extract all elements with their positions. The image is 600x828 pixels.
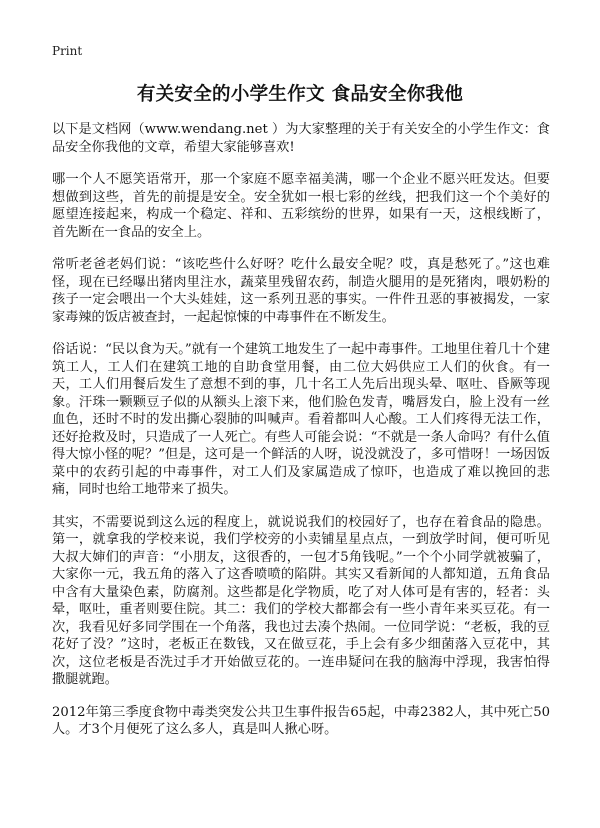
paragraph-school-hazards: 其实，不需要说到这么远的程度上，就说说我们的校园好了，也存在着食品的隐患。第一，就拿我的学校来说，我们学校旁的小卖铺星星点点，一到放学时间，便可听见大叔大婶们的声音：“小朋友，这很香的，一包才5角钱呢。”一个个小同学就被骗了，大家你一元，我五角的落入了这香喷喷的陷阱。其实又看新闻的人都知道，五角食品中含有大量染色素，防腐剂。这些都是化学物质，吃了对人体可是有害的，轻者：头晕，呕吐，重者则要住院。其二：我们的学校大都都会有一些小青年来买豆花。有一次，我看见好多同学围在一个角落，我也过去凑个热闹。一位同学说：“老板，我的豆花好了没？”这时，老板正在数钱，又在做豆花，手上会有多少细菌落入豆花中，其次，这位老板是否洗过手才开始做豆花的。一连串疑问在我的脑海中浮现，我害怕得撒腿就跑。 [52,514,550,687]
intro-paragraph: 以下是文档网（www.wendang.net ）为大家整理的关于有关安全的小学生作文：食品安全你我他的文章，希望大家能够喜欢! [52,122,550,155]
page-title: 有关安全的小学生作文 食品安全你我他 [136,84,464,105]
print-link[interactable]: Print [52,44,83,58]
paragraph-statistics: 2012年第三季度食物中毒类突发公共卫生事件报告65起，中毒2382人，其中死亡50人。才3个月便死了这么多人，真是叫人揪心呀。 [52,704,550,737]
paragraph-construction-poisoning: 俗话说：“民以食为天。”就有一个建筑工地发生了一起中毒事件。工地里住着几十个建筑工人，工人们在建筑工地的自助食堂用餐，由二位大妈供应工人们的伙食。有一天，工人们用餐后发生了意想不到的事，几十名工人先后出现头晕、呕吐、昏厥等现象。汗珠一颗颗豆子似的从额头上滚下来，他们脸色发青，嘴唇发白，脸上没有一丝血色，还时不时的发出撕心裂肺的叫喊声。看着都叫人心酸。工人们疼得无法工作，还好抢救及时，只造成了一人死亡。有些人可能会说：“不就是一条人命吗？有什么值得大惊小怪的呢？”但是，这可是一个鲜活的人呀，说没就没了，多可惜呀！一场因饭菜中的农药引起的中毒事件，对工人们及家属造成了惊吓，也造成了难以挽回的悲痛，同时也给工地带来了损失。 [52,342,550,497]
article-body [52,121,550,754]
paragraph-safety-importance: 哪一个人不愿笑语常开，那一个家庭不愿幸福美满，哪一个企业不愿兴旺发达。但要想做到这些，首先的前提是安全。安全犹如一根七彩的丝线，把我们这一个个美好的愿望连接起来，构成一个稳定、祥和、五彩缤纷的世界，如果有一天，这根线断了，首先断在一食品的安全上。 [52,172,550,240]
paragraph-parents-worry: 常听老爸老妈们说：“该吃些什么好呀？吃什么最安全呢？哎，真是愁死了。”这也难怪，现在已经曝出猪肉里注水，蔬菜里残留农药，制造火腿用的是死猪肉，喂奶粉的孩子一定会喂出一个大头娃娃，这一系列丑恶的事实。一件件丑恶的事被揭发，一家家毒辣的饭店被查封，一起起惊悚的中毒事件在不断发生。 [52,257,550,325]
